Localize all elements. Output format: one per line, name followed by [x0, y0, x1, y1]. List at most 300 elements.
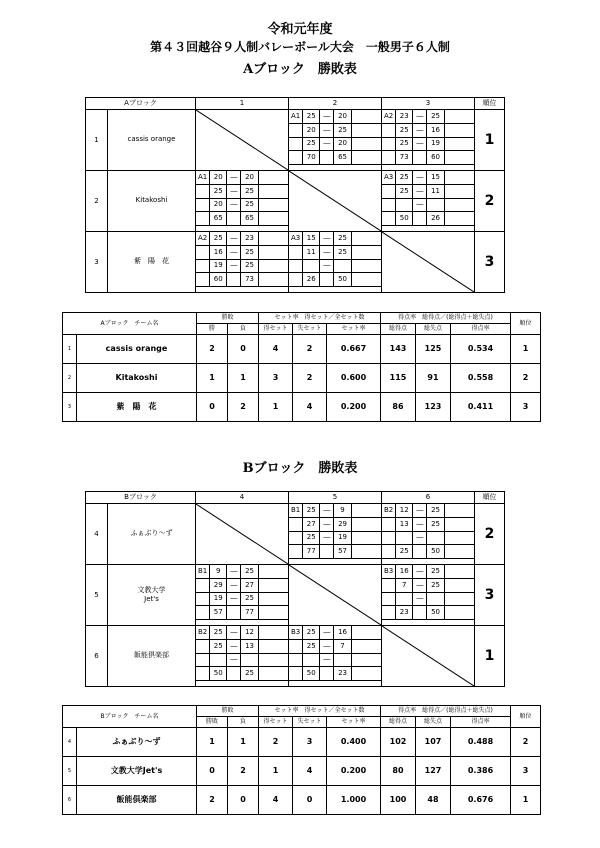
total-spacer	[444, 606, 474, 620]
set-spacer	[351, 123, 381, 137]
set-score-opp: 23	[241, 232, 258, 246]
set-spacer	[258, 592, 288, 606]
set-dash: ―	[413, 565, 427, 579]
summary-pl: 91	[416, 364, 451, 393]
team-rank: 3	[475, 565, 505, 626]
match-code	[289, 531, 303, 545]
total-opp: 26	[427, 212, 444, 226]
set-score-opp: 25	[427, 565, 444, 579]
set-score-opp: 25	[427, 504, 444, 518]
match-code: A2	[196, 232, 210, 246]
match-code	[289, 245, 303, 259]
summary-rank: 2	[511, 364, 541, 393]
col-header: 6	[382, 492, 475, 504]
total-own: 50	[303, 667, 320, 681]
summary-row-index: 4	[63, 728, 77, 757]
match-code: A3	[289, 232, 303, 246]
total-spacer	[227, 273, 241, 287]
total-spacer	[289, 667, 303, 681]
total-spacer	[196, 606, 210, 620]
team-number: 5	[86, 565, 108, 626]
set-score-own: 29	[210, 578, 227, 592]
set-dash: ―	[320, 232, 334, 246]
team-name: 文教大学 Jet's	[108, 565, 196, 626]
match-code	[382, 578, 396, 592]
total-spacer	[351, 151, 381, 165]
summary-pw: 100	[381, 786, 416, 815]
summary-pr: 0.676	[451, 786, 511, 815]
set-score-opp: 19	[427, 137, 444, 151]
set-spacer	[444, 504, 474, 518]
set-score-opp: 13	[241, 639, 258, 653]
total-own: 65	[210, 212, 227, 226]
set-spacer	[444, 578, 474, 592]
set-spacer	[351, 245, 381, 259]
set-score-own: 20	[210, 198, 227, 212]
total-opp: 60	[427, 151, 444, 165]
match-code	[382, 123, 396, 137]
total-opp: 73	[241, 273, 258, 287]
set-dash: ―	[320, 653, 334, 667]
diagonal-cell	[196, 504, 289, 565]
set-dash: ―	[413, 137, 427, 151]
title-year: 令和元年度	[267, 22, 333, 37]
match-code	[289, 123, 303, 137]
set-score-own: 25	[396, 123, 413, 137]
set-spacer	[351, 504, 381, 518]
summary-row-index: 2	[63, 364, 77, 393]
summary-sr: 0.667	[327, 335, 381, 364]
col-header: 2	[289, 98, 382, 110]
set-dash: ―	[227, 184, 241, 198]
team-rank: 1	[475, 626, 505, 687]
set-score-own: 9	[210, 565, 227, 579]
summary-w: 1	[197, 364, 228, 393]
set-score-opp: 19	[334, 531, 351, 545]
set-spacer	[444, 137, 474, 151]
total-spacer	[413, 151, 427, 165]
total-opp: 57	[334, 545, 351, 559]
set-score-own	[210, 653, 227, 667]
diagonal-cell	[289, 171, 382, 232]
summary-subheader: 得セット	[259, 717, 293, 728]
summary-name: cassis orange	[77, 335, 197, 364]
summary-subheader: 総得点	[381, 717, 416, 728]
set-score-own: 7	[396, 578, 413, 592]
total-spacer	[320, 545, 334, 559]
match-code	[382, 531, 396, 545]
summary-subheader: 失セット	[293, 324, 327, 335]
total-opp: 65	[241, 212, 258, 226]
total-opp: 25	[241, 667, 258, 681]
total-spacer	[227, 667, 241, 681]
block-label: Bブロック	[86, 492, 196, 504]
summary-name: 紫 陽 花	[77, 393, 197, 422]
summary-subheader: 総得点	[381, 324, 416, 335]
set-dash: ―	[413, 531, 427, 545]
total-own: 50	[396, 212, 413, 226]
set-spacer	[258, 198, 288, 212]
total-spacer	[258, 273, 288, 287]
set-score-opp: 7	[334, 639, 351, 653]
diagonal-cell	[196, 110, 289, 171]
match-code	[196, 245, 210, 259]
summary-w: 0	[197, 757, 228, 786]
set-score-opp: 25	[241, 184, 258, 198]
set-spacer	[351, 110, 381, 124]
summary-w: 1	[197, 728, 228, 757]
set-score-opp: 20	[334, 110, 351, 124]
team-number: 3	[86, 232, 108, 293]
total-opp: 50	[334, 273, 351, 287]
summary-name: Kitakoshi	[77, 364, 197, 393]
set-spacer	[444, 565, 474, 579]
set-dash: ―	[413, 198, 427, 212]
summary-sr: 1.000	[327, 786, 381, 815]
set-score-own	[396, 592, 413, 606]
total-spacer	[444, 212, 474, 226]
total-spacer	[351, 667, 381, 681]
total-spacer	[382, 606, 396, 620]
set-dash: ―	[413, 184, 427, 198]
total-spacer	[382, 545, 396, 559]
team-number: 4	[86, 504, 108, 565]
total-spacer	[227, 212, 241, 226]
total-opp: 77	[241, 606, 258, 620]
summary-pl: 125	[416, 335, 451, 364]
set-score-own: 11	[303, 245, 320, 259]
set-score-own: 20	[210, 171, 227, 185]
set-spacer	[258, 565, 288, 579]
match-code	[196, 184, 210, 198]
set-score-opp: 25	[241, 198, 258, 212]
set-spacer	[351, 517, 381, 531]
set-spacer	[258, 184, 288, 198]
summary-sl: 4	[293, 393, 327, 422]
summary-pl: 123	[416, 393, 451, 422]
summary-l: 2	[228, 757, 259, 786]
set-score-opp	[241, 653, 258, 667]
set-spacer	[444, 198, 474, 212]
set-dash: ―	[413, 110, 427, 124]
set-score-own: 25	[303, 531, 320, 545]
set-score-opp: 25	[334, 245, 351, 259]
summary-l: 0	[228, 786, 259, 815]
set-spacer	[258, 639, 288, 653]
set-dash: ―	[227, 245, 241, 259]
match-code	[382, 137, 396, 151]
set-score-own: 16	[396, 565, 413, 579]
total-spacer	[289, 151, 303, 165]
set-score-opp	[427, 592, 444, 606]
total-spacer	[413, 606, 427, 620]
total-spacer	[382, 212, 396, 226]
set-dash: ―	[413, 504, 427, 518]
match-code: B3	[382, 565, 396, 579]
team-rank: 2	[475, 171, 505, 232]
title-block-a: Aブロック 勝敗表	[243, 62, 357, 77]
set-score-opp: 29	[334, 517, 351, 531]
summary-pw: 115	[381, 364, 416, 393]
match-code	[289, 653, 303, 667]
match-code	[196, 578, 210, 592]
set-score-own: 25	[210, 184, 227, 198]
title-block-b: Bブロック 勝敗表	[242, 461, 358, 476]
diagonal-cell	[289, 565, 382, 626]
set-spacer	[351, 531, 381, 545]
summary-name: 文教大学Jet's	[77, 757, 197, 786]
summary-team-header: Aブロック チーム名	[63, 313, 197, 335]
set-score-own: 25	[210, 626, 227, 640]
summary-sw: 3	[259, 364, 293, 393]
total-own: 57	[210, 606, 227, 620]
summary-pw: 143	[381, 335, 416, 364]
set-score-opp: 27	[241, 578, 258, 592]
team-name: Kitakoshi	[108, 171, 196, 232]
set-dash: ―	[227, 171, 241, 185]
summary-l: 1	[228, 364, 259, 393]
set-score-own	[303, 259, 320, 273]
set-spacer	[258, 259, 288, 273]
summary-name: 飯能倶楽部	[77, 786, 197, 815]
set-score-own: 25	[303, 626, 320, 640]
summary-sw: 4	[259, 335, 293, 364]
summary-pl: 127	[416, 757, 451, 786]
total-spacer	[289, 273, 303, 287]
total-own: 50	[210, 667, 227, 681]
set-score-opp: 11	[427, 184, 444, 198]
set-score-own: 20	[303, 123, 320, 137]
team-number: 1	[86, 110, 108, 171]
set-score-own: 13	[396, 517, 413, 531]
total-spacer	[227, 606, 241, 620]
set-dash: ―	[227, 232, 241, 246]
summary-subheader: 負	[228, 324, 259, 335]
total-opp: 50	[427, 606, 444, 620]
set-dash: ―	[413, 123, 427, 137]
match-footer	[196, 681, 289, 687]
set-spacer	[444, 531, 474, 545]
set-dash: ―	[227, 198, 241, 212]
match-code: B3	[289, 626, 303, 640]
set-score-own: 15	[303, 232, 320, 246]
total-spacer	[351, 273, 381, 287]
match-code	[196, 639, 210, 653]
set-score-opp: 25	[334, 123, 351, 137]
total-own: 25	[396, 545, 413, 559]
set-score-opp: 25	[241, 245, 258, 259]
set-score-own: 25	[210, 639, 227, 653]
set-spacer	[258, 232, 288, 246]
set-spacer	[351, 639, 381, 653]
summary-pw: 86	[381, 393, 416, 422]
match-code	[289, 517, 303, 531]
match-code	[196, 198, 210, 212]
match-code	[196, 592, 210, 606]
match-code: A1	[289, 110, 303, 124]
summary-rank-header: 順位	[511, 706, 541, 728]
match-code	[382, 592, 396, 606]
set-score-opp: 25	[241, 565, 258, 579]
total-spacer	[413, 212, 427, 226]
summary-subheader: セット率	[327, 324, 381, 335]
total-own: 77	[303, 545, 320, 559]
summary-subheader: 得点率	[451, 717, 511, 728]
summary-pw: 102	[381, 728, 416, 757]
set-score-opp: 15	[427, 171, 444, 185]
summary-sr: 0.400	[327, 728, 381, 757]
set-score-own: 25	[303, 639, 320, 653]
total-opp: 23	[334, 667, 351, 681]
summary-set-header: セット率 得セット／全セット数	[259, 706, 381, 717]
col-header: 1	[196, 98, 289, 110]
team-number: 6	[86, 626, 108, 687]
match-code: B1	[196, 565, 210, 579]
set-dash: ―	[320, 626, 334, 640]
set-dash: ―	[227, 578, 241, 592]
match-code	[289, 259, 303, 273]
set-score-own: 25	[303, 504, 320, 518]
match-code	[196, 653, 210, 667]
set-spacer	[444, 184, 474, 198]
set-score-opp: 9	[334, 504, 351, 518]
summary-l: 2	[228, 393, 259, 422]
set-score-opp: 25	[241, 259, 258, 273]
summary-set-header: セット率 得セット／全セット数	[259, 313, 381, 324]
team-number: 2	[86, 171, 108, 232]
team-rank: 3	[475, 232, 505, 293]
set-score-own: 25	[303, 137, 320, 151]
set-dash: ―	[227, 565, 241, 579]
summary-w: 2	[197, 786, 228, 815]
set-score-opp: 16	[334, 626, 351, 640]
total-opp: 50	[427, 545, 444, 559]
set-score-opp	[334, 259, 351, 273]
summary-point-header: 得点率 総得点／(総得点＋総失点)	[381, 313, 511, 324]
set-score-own	[303, 653, 320, 667]
total-spacer	[351, 545, 381, 559]
total-spacer	[258, 606, 288, 620]
total-spacer	[320, 667, 334, 681]
summary-subheader: 得セット	[259, 324, 293, 335]
summary-row-index: 5	[63, 757, 77, 786]
set-spacer	[351, 232, 381, 246]
total-spacer	[413, 545, 427, 559]
block-label: Aブロック	[86, 98, 196, 110]
match-footer	[289, 287, 382, 293]
set-score-opp: 25	[427, 517, 444, 531]
match-code	[382, 517, 396, 531]
summary-sw: 1	[259, 757, 293, 786]
set-score-own: 25	[396, 137, 413, 151]
set-score-own: 25	[210, 232, 227, 246]
summary-sl: 2	[293, 364, 327, 393]
set-dash: ―	[413, 517, 427, 531]
summary-pw: 80	[381, 757, 416, 786]
total-opp: 65	[334, 151, 351, 165]
summary-sw: 4	[259, 786, 293, 815]
summary-sr: 0.200	[327, 393, 381, 422]
set-dash: ―	[227, 626, 241, 640]
match-code: B2	[382, 504, 396, 518]
title-tournament: 第４３回越谷９人制バレーボール大会 一般男子６人制	[150, 40, 450, 54]
match-code	[196, 259, 210, 273]
team-rank: 2	[475, 504, 505, 565]
set-dash: ―	[227, 592, 241, 606]
summary-sr: 0.600	[327, 364, 381, 393]
summary-subheader: 勝	[197, 324, 228, 335]
summary-row-index: 1	[63, 335, 77, 364]
set-score-own: 19	[210, 592, 227, 606]
set-dash: ―	[320, 639, 334, 653]
total-spacer	[320, 151, 334, 165]
set-score-opp: 20	[241, 171, 258, 185]
summary-sl: 4	[293, 757, 327, 786]
set-spacer	[258, 578, 288, 592]
set-score-opp	[427, 198, 444, 212]
summary-sl: 0	[293, 786, 327, 815]
set-score-opp: 16	[427, 123, 444, 137]
summary-rank: 1	[511, 335, 541, 364]
set-score-own	[396, 198, 413, 212]
team-rank: 1	[475, 110, 505, 171]
set-score-opp: 25	[334, 232, 351, 246]
set-score-opp: 25	[241, 592, 258, 606]
summary-sl: 2	[293, 335, 327, 364]
set-score-own: 27	[303, 517, 320, 531]
set-spacer	[258, 171, 288, 185]
summary-row-index: 6	[63, 786, 77, 815]
total-own: 73	[396, 151, 413, 165]
diagonal-cell	[382, 232, 475, 293]
summary-sr: 0.200	[327, 757, 381, 786]
total-own: 60	[210, 273, 227, 287]
set-spacer	[444, 123, 474, 137]
team-name: 飯能倶楽部	[108, 626, 196, 687]
total-spacer	[258, 667, 288, 681]
summary-l: 0	[228, 335, 259, 364]
total-spacer	[320, 273, 334, 287]
set-dash: ―	[227, 653, 241, 667]
set-score-own: 12	[396, 504, 413, 518]
set-spacer	[351, 653, 381, 667]
team-name: ふぁぶり～ず	[108, 504, 196, 565]
total-spacer	[382, 151, 396, 165]
set-score-opp: 25	[427, 110, 444, 124]
summary-l: 1	[228, 728, 259, 757]
set-dash: ―	[320, 245, 334, 259]
match-code	[382, 198, 396, 212]
total-spacer	[196, 273, 210, 287]
summary-pl: 48	[416, 786, 451, 815]
total-own: 70	[303, 151, 320, 165]
set-spacer	[351, 137, 381, 151]
set-score-opp	[427, 531, 444, 545]
match-code: B2	[196, 626, 210, 640]
set-spacer	[258, 245, 288, 259]
set-score-opp: 25	[427, 578, 444, 592]
total-spacer	[444, 545, 474, 559]
set-dash: ―	[413, 592, 427, 606]
summary-sl: 3	[293, 728, 327, 757]
set-spacer	[444, 517, 474, 531]
set-spacer	[351, 626, 381, 640]
summary-wl-header: 勝敗	[197, 313, 259, 324]
set-spacer	[444, 171, 474, 185]
set-score-own: 25	[396, 171, 413, 185]
set-spacer	[258, 626, 288, 640]
set-score-opp	[334, 653, 351, 667]
